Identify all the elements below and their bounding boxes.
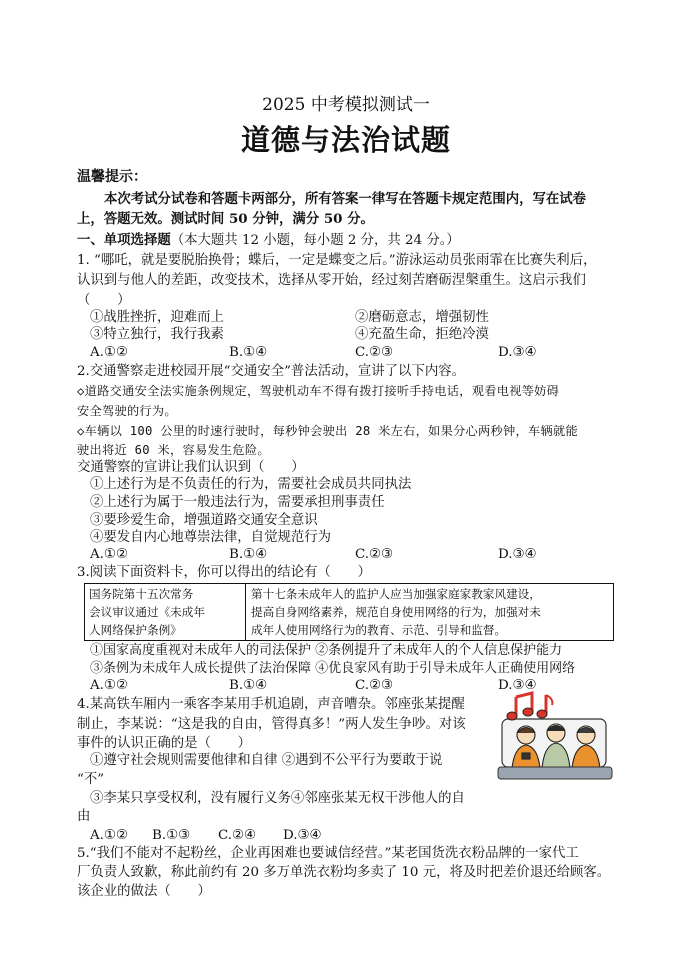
q4-statements-3-4: ③李某只享受权利，没有履行义务④邻座张某无权干涉他人的自 [90,791,465,806]
q2-point-1a: ◇道路交通安全法实施条例规定，驾驶机动车不得有拨打接听手持电话，观看电视等妨碍 [77,384,560,398]
q4-choice-d: D.③④ [283,828,322,843]
q4-statements-3-4-cont: 由 [77,809,91,824]
exam-subtitle: 2025 中考模拟测试一 [262,95,430,115]
q2-stem: 交通警察的宣讲让我们认识到（ ） [77,460,305,475]
q5-line-3: 该企业的做法（ ） [77,884,211,899]
q3-choice-d: D.③④ [498,678,537,693]
section-1-heading: 一、单项选择题 [77,232,171,248]
section-1-note: （本大题共 12 小题，每小题 2 分，共 24 分。） [170,233,460,248]
q2-point-2a: ◇车辆以 100 公里的时速行驶时，每秒钟会驶出 28 米左右，如果分心两秒钟，车辆就能 [77,424,578,438]
q1-line-1: 1. “哪吒，就是要脱胎换骨；蝶后，一定是蝶变之后。”游泳运动员张雨霏在比赛失利后， [77,253,597,268]
q4-statements-1-2: ①遵守社会规则需要他律和自律 ②遇到不公平行为要敢于说 [90,753,443,768]
q4-line-3: 事件的认识正确的是（ ） [77,736,252,751]
q2-choice-d: D.③④ [498,547,537,562]
q1-statement-2: ②磨砺意志，增强韧性 [355,310,489,325]
q1-blank: （ ） [77,293,131,308]
q3-choice-c: C.②③ [355,678,394,693]
train-passengers-music-illustration [496,689,614,781]
q2-statement-3: ③要珍爱生命，增强道路交通安全意识 [90,513,318,528]
q3-material-card [84,583,614,641]
q3-card-left-line-2: 会议审议通过《未成年 [89,605,205,619]
q2-choice-a: A.①② [90,547,128,562]
q3-card-left-cell [85,584,246,640]
q2-choice-c: C.②③ [355,547,394,562]
q5-line-1: 5.“我们不能对不起粉丝，企业再困难也要诚信经营。”某老国货洗衣粉品牌的一家代工 [77,846,579,861]
q4-line-2: 制止，李某说：“这是我的自由，管得真多！”两人发生争吵。对该 [77,717,466,732]
q1-statement-4: ④充盈生命，拒绝冷漠 [355,327,489,342]
q3-stem: 3.阅读下面资料卡，你可以得出的结论有（ ） [77,565,371,580]
q3-card-left-line-1: 国务院第十五次常务 [89,587,194,601]
q5-line-2: 厂负责人致歉，称此前约有 20 多万单洗衣粉均多卖了 10 元，将及时把差价退还给顾客。 [77,865,611,880]
q1-choice-d: D.③④ [498,345,537,360]
q4-choice-c: C.②④ [218,828,257,843]
section-1-heading-row [77,231,460,250]
q1-statement-1: ①战胜挫折，迎难而上 [90,310,224,325]
q1-choice-b: B.①④ [229,345,268,360]
q2-point-1b: 安全驾驶的行为。 [77,404,177,418]
notice-heading: 温馨提示： [77,169,147,185]
q1-choice-c: C.②③ [355,345,394,360]
q3-statements-3-4: ③条例为未成年人成长提供了法治保障 ④优良家风有助于引导未成年人正确使用网络 [90,661,576,676]
q2-statement-1: ①上述行为是不负责任的行为，需要社会成员共同执法 [90,477,412,492]
q1-statement-3: ③特立独行，我行我素 [90,327,224,342]
q2-line-1: 2.交通警察走进校园开展“交通安全”普法活动，宣讲了以下内容。 [77,364,466,379]
q2-statement-4: ④要发自内心地尊崇法律，自觉规范行为 [90,530,332,545]
q1-line-2: 认识到与他人的差距，改变技术，选择从零开始，经过刻苦磨砺涅槃重生。这启示我们 [77,273,586,288]
q3-choice-b: B.①④ [229,678,268,693]
q2-choice-b: B.①④ [229,547,268,562]
notice-line-1: 本次考试分试卷和答题卡两部分，所有答案一律写在答题卡规定范围内，写在试卷 [104,191,587,207]
q2-point-2b: 驶出将近 60 米，容易发生危险。 [77,443,270,457]
q3-card-right-line-3: 成年人使用网络行为的教育、示范、引导和监督。 [251,623,507,637]
q2-statement-2: ②上述行为属于一般违法行为，需要承担刑事责任 [90,495,385,510]
q3-card-left-line-3: 人网络保护条例》 [89,623,182,637]
q4-line-1: 4.某高铁车厢内一乘客李某用手机追剧，声音嘈杂。邻座张某提醒 [77,697,465,712]
q1-choice-a: A.①② [90,345,128,360]
q4-choice-a: A.①② [90,828,128,843]
q4-choice-b: B.①③ [152,828,191,843]
q3-choice-a: A.①② [90,678,128,693]
notice-line-2: 上，答题无效。测试时间 50 分钟，满分 50 分。 [77,211,374,227]
q3-card-right-line-1: 第十七条未成年人的监护人应当加强家庭家教家风建设， [251,587,541,601]
q3-statements-1-2: ①国家高度重视对未成年人的司法保护 ②条例提升了未成年人的个人信息保护能力 [90,643,563,658]
q3-card-right-line-2: 提高自身网络素养，规范自身使用网络的行为，加强对未 [251,605,541,619]
exam-title: 道德与法治试题 [240,123,451,157]
q4-statements-1-2-cont: “不” [77,772,105,787]
